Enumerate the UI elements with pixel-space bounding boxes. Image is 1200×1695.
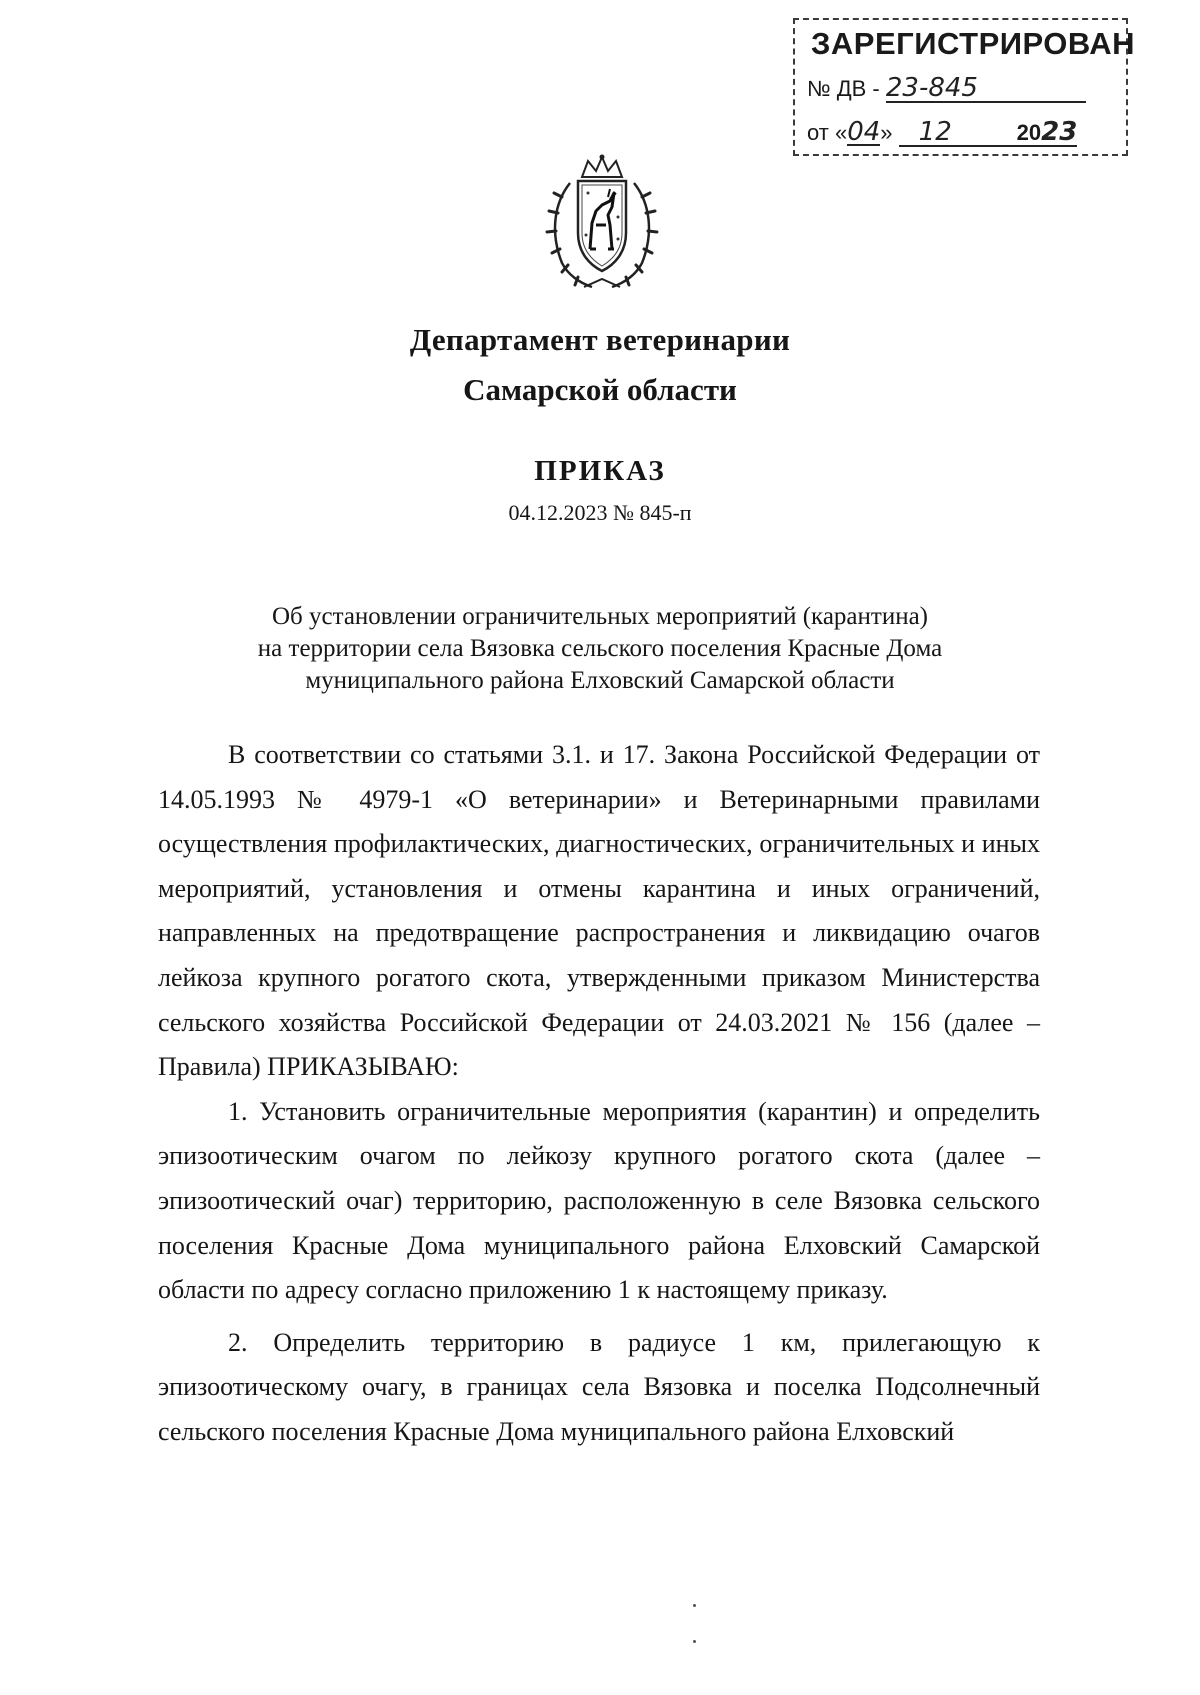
preamble-paragraph: В соответствии со статьями 3.1. и 17. Закона Российской Федерации от 14.05.1993 № 4979-1 «О ветеринарии» и Ветеринарными правилами осуществления профилактических, диагностических, ограничительных и иных мероприятий, установления и отмены карантина и иных ограничений, направленных на предотвращение распространения и ликвидацию очагов лейкоза крупного рогатого скота, утвержденными приказом Министерства сельского хозяйства Российской Федерации от 24.03.2021 № 156 (далее – Правила) ПРИКАЗЫВАЮ:: [158, 740, 1040, 1082]
order-title: ПРИКАЗ: [534, 455, 666, 487]
stamp-title: ЗАРЕГИСТРИРОВАН: [811, 26, 1136, 61]
department-region: Самарской области: [463, 372, 737, 407]
clause-1-paragraph: 1. Установить ограничительные мероприятия (карантин) и определить эпизоотическим очагом по лейкозу крупного рогатого скота (далее – эпизоотический очаг) территорию, расположенную в селе Вязовка сельского поселения Красные Дома муниципального района Елховский Самарской области по адресу согласно приложению 1 к настоящему приказу.: [158, 1096, 1040, 1305]
stamp-number-field: [885, 73, 1086, 103]
stamp-date-line: [807, 117, 1078, 147]
stamp-date-year-printed: 20: [1016, 120, 1042, 145]
stamp-number-prefix: № ДВ -: [807, 76, 880, 101]
stamp-date-mid: »: [880, 120, 893, 145]
subject-line-2: на территории села Вязовка сельского поселения Красные Дома: [257, 635, 943, 662]
order-subject: [150, 601, 1050, 697]
samara-coat-of-arms-icon: [540, 153, 664, 293]
order-body: [158, 733, 1040, 1455]
department-name: Департамент ветеринарии: [409, 322, 791, 357]
stamp-date-month: 12: [918, 117, 952, 147]
stamp-number-handwritten: 23-845: [885, 73, 978, 103]
stamp-date-year-hand: 23: [1041, 117, 1078, 147]
stamp-number-line: [807, 73, 1086, 103]
stamp-date-prefix: от «: [807, 120, 848, 145]
order-number: 04.12.2023 № 845-п: [508, 500, 692, 525]
subject-line-1: Об установлении ограничительных мероприятий (карантина): [271, 603, 929, 630]
subject-line-3: муниципального района Елховский Самарской области: [305, 667, 895, 694]
scan-speck: [693, 1640, 696, 1643]
registration-stamp: [793, 18, 1136, 156]
stamp-date-month-field: [899, 117, 1017, 147]
stamp-date-day: 04: [847, 117, 881, 147]
clause-2-paragraph: 2. Определить территорию в радиусе 1 км, прилегающую к эпизоотическому очагу, в границах села Вязовка и поселка Подсолнечный сельского поселения Красные Дома муниципального района Елховский: [158, 1327, 1040, 1446]
stamp-date-year: [1016, 117, 1078, 147]
scan-speck: [693, 1604, 696, 1607]
